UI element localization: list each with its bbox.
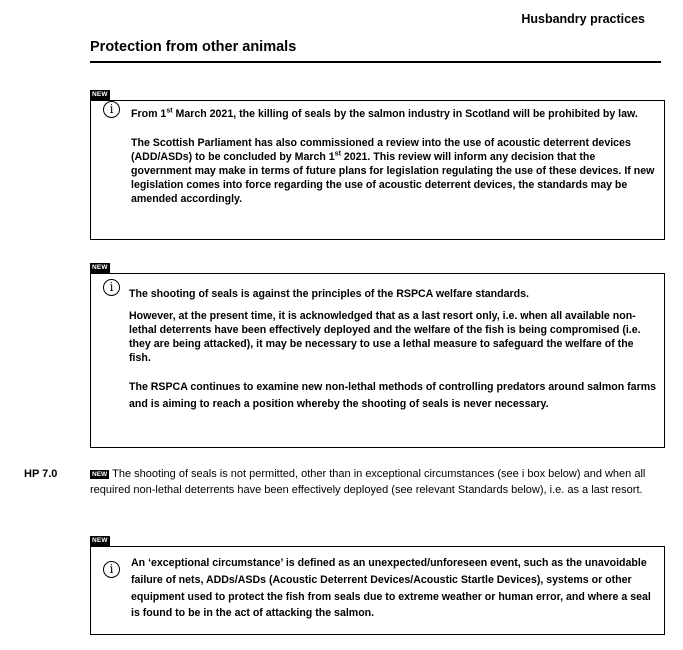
info-box-2-text (129, 287, 657, 412)
new-badge: NEW (92, 471, 108, 478)
info-box-1-text (131, 107, 656, 206)
standard-hp-7-0-text: NEW The shooting of seals is not permitted, other than in exceptional circumstances (see i box below) and when all required non-lethal deterrents have been effectively deployed (see relevant Standards below), i.e. as a last resort. (90, 468, 646, 496)
info-box-2-para-3: The RSPCA continues to examine new non-lethal methods of controlling predators around salmon farms and is aiming to reach a position whereby the shooting of seals is never necessary. (129, 381, 657, 410)
info-box-1-para-1: From 1st March 2021, the killing of seals by the salmon industry in Scotland will be prohibited by law. (131, 107, 638, 120)
info-box-3-para-1: An ‘exceptional circumstance’ is defined as an unexpected/unforeseen event, such as the unavoidable failure of nets, ADDs/ASDs (Acoustic Deterrent Devices/Acoustic Startle Devices), systems or other equipment used to protect the fish from seals due to extreme weather or human error, and where a seal is found to be in the act of attacking the salmon. (131, 557, 651, 620)
info-box-3-text (131, 555, 656, 622)
section-header: Husbandry practices (521, 12, 645, 26)
info-icon: i (103, 561, 120, 578)
info-box-2-para-2: However, at the present time, it is acknowledged that as a last resort only, i.e. when all available non-lethal deterrents have been effectively deployed and the welfare of the fish is being compromised (i.e. they are being attacked), it may be necessary to use a lethal measure to safeguard the welfare of the fish. (129, 310, 641, 364)
page-title: Protection from other animals (90, 39, 297, 55)
new-badge: NEW (92, 264, 108, 271)
new-badge: NEW (92, 537, 108, 544)
standard-number: HP 7.0 (24, 468, 58, 480)
info-icon: i (103, 101, 120, 118)
title-rule (90, 61, 661, 63)
new-badge: NEW (92, 91, 108, 98)
info-box-1-para-2: The Scottish Parliament has also commissioned a review into the use of acoustic deterrent devices (ADD/ASDs) to be concluded by March 1st 2021. This review will inform any decision that the government may make in terms of future plans for legislation regulating the use of these devices. If new legislation comes into force regarding the use of acoustic deterrent devices, the standards may be amended accordingly. (131, 137, 655, 205)
info-icon: i (103, 279, 120, 296)
info-box-2-para-1: The shooting of seals is against the principles of the RSPCA welfare standards. (129, 288, 529, 300)
